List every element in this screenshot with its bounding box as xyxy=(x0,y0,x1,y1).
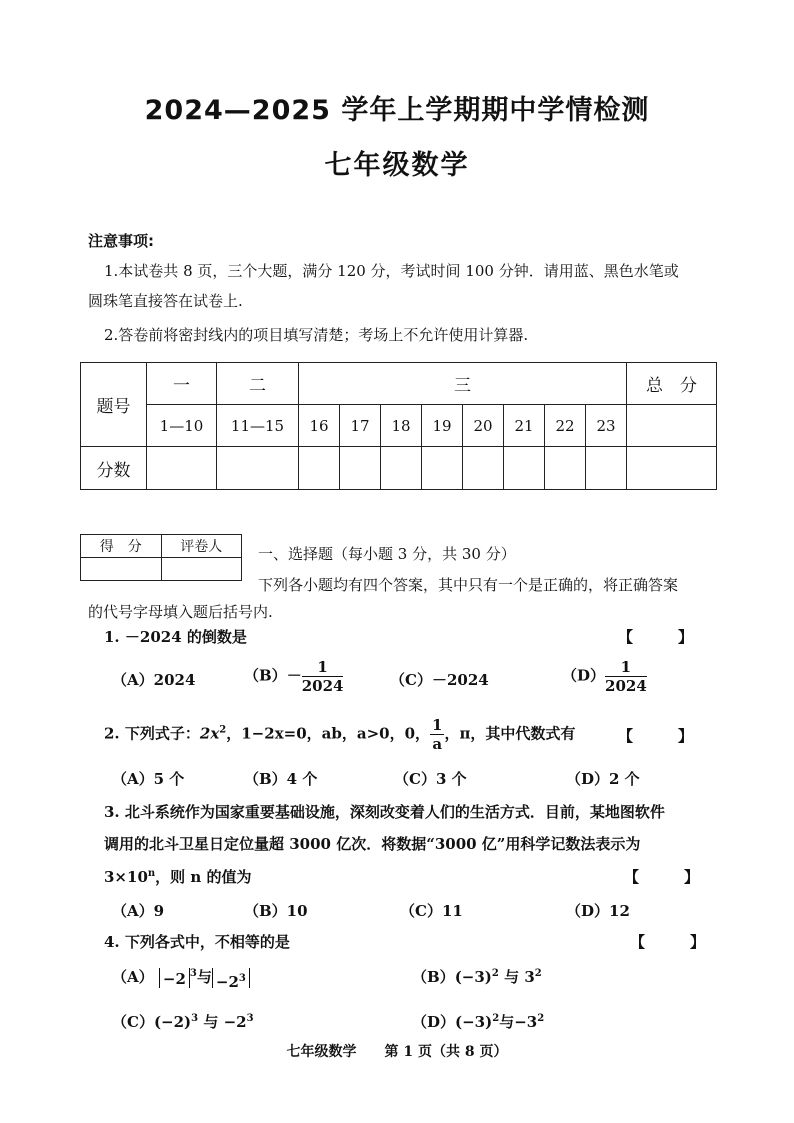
q1-option-d-fraction xyxy=(605,658,647,695)
q3-line-2: 调用的北斗卫星日定位量超 3000 亿次．将数据“3000 亿”用科学记数法表示为 xyxy=(104,835,641,853)
q1-option-c: （C）－2024 xyxy=(390,671,489,689)
range-cell: 19 xyxy=(422,405,463,447)
q3-line-1: 3. 北斗系统作为国家重要基础设施，深刻改变着人们的生活方式．目前，某地图软件 xyxy=(104,803,665,821)
score-cell[interactable] xyxy=(217,447,299,490)
q2-option-c: （C）3 个 xyxy=(394,770,467,788)
q3-answer-bracket[interactable]: 【 】 xyxy=(624,868,700,886)
range-cell: 22 xyxy=(545,405,586,447)
q4-d-mid: 与 xyxy=(499,1013,515,1031)
q4-b-label: （B） xyxy=(412,968,455,986)
q1-answer-bracket[interactable]: 【 】 xyxy=(618,628,694,646)
q1-d-denominator: 2024 xyxy=(605,677,647,695)
q4-stem: 4. 下列各式中，不相等的是 xyxy=(104,933,290,951)
q4-a-abs-1 xyxy=(159,968,190,988)
score-cell[interactable] xyxy=(340,447,381,490)
q4-d-e1-exp: 2 xyxy=(492,1013,500,1024)
q4-option-a xyxy=(112,966,250,991)
notice-line-2: 2.答卷前将密封线内的项目填写清楚；考场上不允许使用计算器. xyxy=(104,326,529,344)
section-3-header: 三 xyxy=(299,363,627,405)
q2-stem-post: ，π，其中代数式有 xyxy=(444,724,576,743)
q3-line-3 xyxy=(104,866,252,887)
q4-a-e1-exp: 3 xyxy=(189,968,197,979)
range-cell: 18 xyxy=(381,405,422,447)
section-2-header: 二 xyxy=(217,363,299,405)
q2-option-a: （A）5 个 xyxy=(112,770,185,788)
q2-option-b: （B）4 个 xyxy=(244,770,318,788)
q4-a-label: （A） xyxy=(112,968,154,986)
q1-b-numerator: 1 xyxy=(302,658,344,677)
q1-option-b-fraction xyxy=(302,658,344,695)
q2-expr-1: 2x xyxy=(199,724,220,743)
section-1-instruction-2: 的代号字母填入题后括号内. xyxy=(88,603,273,621)
total-header: 总 分 xyxy=(627,363,717,405)
q3-option-b: （B）10 xyxy=(244,902,308,920)
score-cell[interactable] xyxy=(586,447,627,490)
q4-answer-bracket[interactable]: 【 】 xyxy=(630,933,706,951)
q2-fraction xyxy=(430,716,444,753)
range-cell: 21 xyxy=(504,405,545,447)
q4-d-e1: (−3) xyxy=(455,1013,493,1031)
grader-reviewer-cell[interactable] xyxy=(161,558,242,581)
q4-c-e2-exp: 3 xyxy=(246,1013,254,1024)
q2-option-d: （D）2 个 xyxy=(566,770,640,788)
score-cell[interactable] xyxy=(147,447,217,490)
exam-subtitle: 七年级数学 xyxy=(324,150,470,181)
score-cell[interactable] xyxy=(627,447,717,490)
exam-title: 2024—2025 学年上学期期中学情检测 xyxy=(144,95,650,126)
grader-score-cell[interactable] xyxy=(81,558,162,581)
q1-option-d-label: （D） xyxy=(562,666,606,685)
row-label-score: 分数 xyxy=(81,447,147,490)
q4-b-e1-exp: 2 xyxy=(491,968,499,979)
score-cell[interactable] xyxy=(381,447,422,490)
q4-a-e1: −2 xyxy=(162,970,186,988)
notice-heading: 注意事项: xyxy=(88,232,154,250)
q4-d-e2: −3 xyxy=(514,1013,538,1031)
range-cell: 1—10 xyxy=(147,405,217,447)
q1-option-a: （A）2024 xyxy=(112,671,196,689)
q4-option-d xyxy=(412,1011,544,1032)
q4-a-abs-2 xyxy=(212,968,250,991)
notice-line-1: 1.本试卷共 8 页，三个大题，满分 120 分，考试时间 100 分钟．请用蓝、黑色水笔或 xyxy=(104,262,679,280)
grader-box xyxy=(80,534,242,581)
q4-b-mid: 与 xyxy=(498,968,525,986)
q2-expr-rest: ，1−2x=0，ab，a>0，0， xyxy=(226,724,431,743)
range-cell: 23 xyxy=(586,405,627,447)
q4-c-e1-exp: 3 xyxy=(191,1013,199,1024)
q4-a-e2-exp: 3 xyxy=(238,973,246,984)
q2-answer-bracket[interactable]: 【 】 xyxy=(618,727,694,745)
q1-d-numerator: 1 xyxy=(605,658,647,677)
q1-option-b-sign: － xyxy=(286,666,302,685)
range-cell: 11—15 xyxy=(217,405,299,447)
q4-b-e1: (−3) xyxy=(454,968,492,986)
q4-option-b xyxy=(412,966,542,987)
score-table xyxy=(80,362,717,490)
q4-b-e2: 3 xyxy=(524,968,535,986)
q3-line-3-a: 3×10 xyxy=(104,868,148,886)
total-score-cell[interactable] xyxy=(627,405,717,447)
section-1-header: 一 xyxy=(147,363,217,405)
score-cell[interactable] xyxy=(545,447,586,490)
q3-line-3-b: ，则 n 的值为 xyxy=(155,868,252,886)
notice-line-1b: 圆珠笔直接答在试卷上. xyxy=(88,292,243,310)
page-footer: 七年级数学 第 1 页（共 8 页） xyxy=(286,1044,508,1060)
score-cell[interactable] xyxy=(299,447,340,490)
q3-option-a: （A）9 xyxy=(112,902,165,920)
section-1-instruction: 下列各小题均有四个答案，其中只有一个是正确的，将正确答案 xyxy=(258,576,679,594)
q2-expr-1-exp: 2 xyxy=(219,724,227,736)
range-cell: 17 xyxy=(340,405,381,447)
q4-option-c xyxy=(112,1011,254,1032)
q1-option-b-label: （B） xyxy=(244,666,287,685)
range-cell: 16 xyxy=(299,405,340,447)
q4-c-mid: 与 xyxy=(198,1013,224,1031)
q2-stem xyxy=(104,716,575,753)
q1-option-b xyxy=(244,658,343,695)
grader-score-label: 得 分 xyxy=(81,535,162,558)
q2-fraction-num: 1 xyxy=(432,716,443,734)
q2-fraction-den: a xyxy=(432,735,443,753)
q3-option-c: （C）11 xyxy=(400,902,463,920)
q1-option-d xyxy=(562,658,647,695)
q4-a-mid: 与 xyxy=(196,968,212,986)
row-label-question-no: 题号 xyxy=(81,363,147,447)
q4-d-label: （D） xyxy=(412,1013,456,1031)
q4-b-e2-exp: 2 xyxy=(534,968,542,979)
score-cell[interactable] xyxy=(422,447,463,490)
q3-option-d: （D）12 xyxy=(566,902,630,920)
q4-d-e2-exp: 2 xyxy=(537,1013,545,1024)
section-1-title: 一、选择题（每小题 3 分，共 30 分） xyxy=(258,545,516,563)
score-cell[interactable] xyxy=(463,447,504,490)
q1-stem: 1. －2024 的倒数是 xyxy=(104,628,247,646)
q4-a-e2: −2 xyxy=(215,973,239,991)
q4-c-label: （C） xyxy=(112,1013,154,1031)
score-cell[interactable] xyxy=(504,447,545,490)
q1-b-denominator: 2024 xyxy=(301,677,344,695)
q3-line-3-exp: n xyxy=(147,868,156,879)
q4-c-e1: (−2) xyxy=(153,1013,192,1031)
grader-reviewer-label: 评卷人 xyxy=(161,535,242,558)
q4-c-e2: −2 xyxy=(223,1013,247,1031)
q2-stem-pre: 2. 下列式子： xyxy=(104,724,200,743)
range-cell: 20 xyxy=(463,405,504,447)
